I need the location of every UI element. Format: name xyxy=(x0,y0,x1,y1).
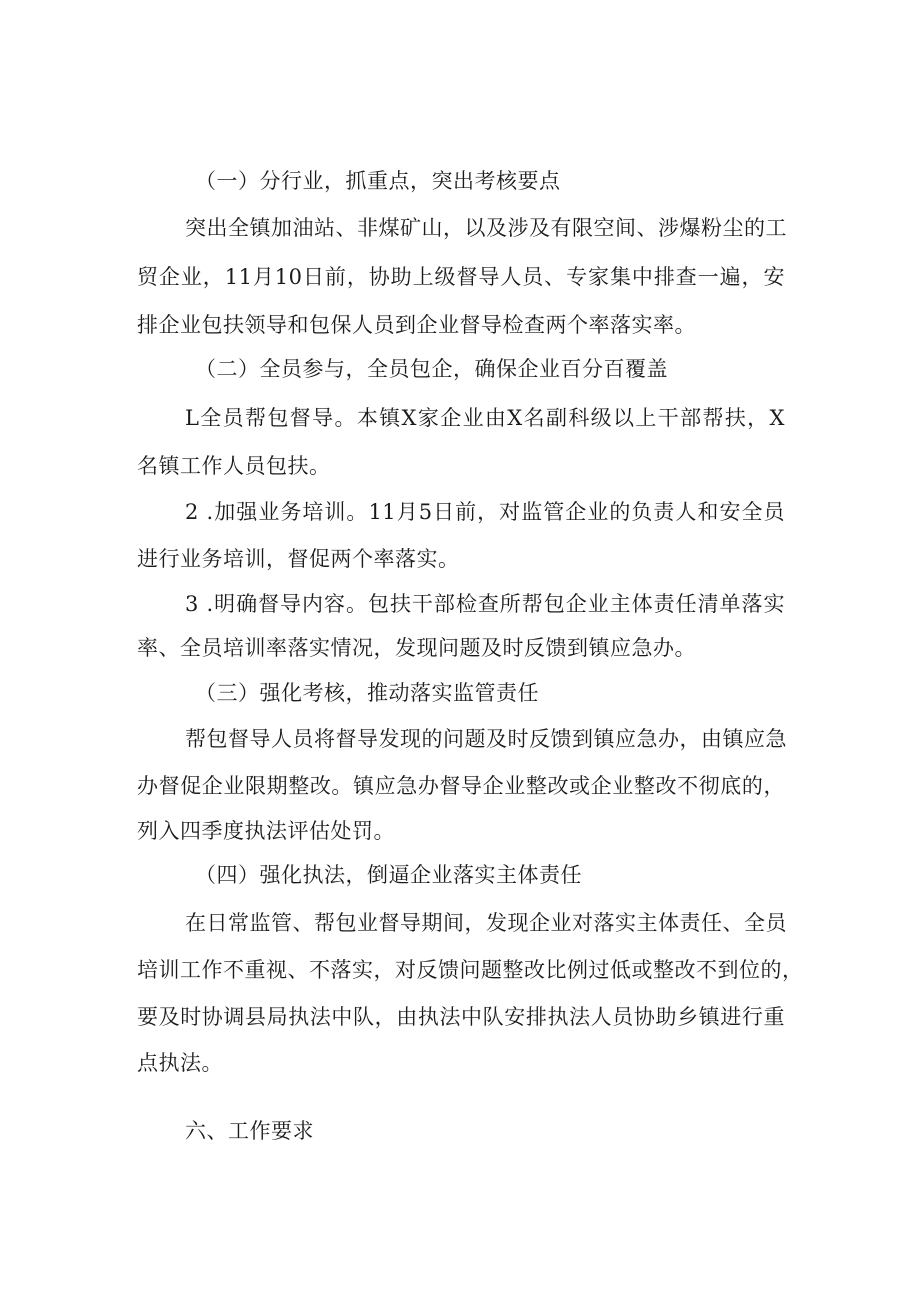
paragraph-1-line-1: 突出全镇加油站、非煤矿山，以及涉及有限空间、涉爆粉尘的工 xyxy=(185,216,787,240)
paragraph-1-line-2: 贸企业，11月10日前，协助上级督导人员、专家集中排查一遍，安 xyxy=(137,265,785,289)
paragraph-2-line-2: 名镇工作人员包扶。 xyxy=(137,454,331,478)
paragraph-5-line-2: 办督促企业限期整改。镇应急办督导企业整改或企业整改不彻底的， xyxy=(137,774,785,798)
paragraph-3-line-1: 2 .加强业务培训。11月5日前，对监管企业的负责人和安全员 xyxy=(185,500,785,524)
heading-one: （一）分行业，抓重点，突出考核要点 xyxy=(195,169,561,193)
paragraph-2-line-1: L全员帮包督导。本镇X家企业由X名副科级以上干部帮扶，X xyxy=(185,406,785,430)
heading-two: （二）全员参与，全员包企，确保企业百分百覆盖 xyxy=(195,357,668,381)
paragraph-5-line-1: 帮包督导人员将督导发现的问题及时反馈到镇应急办，由镇应急 xyxy=(185,727,787,751)
paragraph-1-line-3: 排企业包扶领导和包保人员到企业督导检查两个率落实率。 xyxy=(137,313,696,337)
paragraph-6-line-1: 在日常监管、帮包业督导期间，发现企业对落实主体责任、全员 xyxy=(185,911,787,935)
paragraph-6-line-2: 培训工作不重视、不落实，对反馈问题整改比例过低或整改不到位的， xyxy=(137,958,804,982)
paragraph-6-line-3: 要及时协调县局执法中队，由执法中队安排执法人员协助乡镇进行重 xyxy=(137,1005,785,1029)
heading-three: （三）强化考核，推动落实监管责任 xyxy=(195,681,539,705)
paragraph-4-line-1: 3 .明确督导内容。包扶干部检查所帮包企业主体责任清单落实 xyxy=(185,592,785,616)
paragraph-6-line-4: 点执法。 xyxy=(137,1051,223,1075)
section-six-heading: 六、工作要求 xyxy=(185,1119,314,1143)
paragraph-5-line-3: 列入四季度执法评估处罚。 xyxy=(137,819,395,843)
paragraph-3-line-2: 进行业务培训，督促两个率落实。 xyxy=(137,547,460,571)
heading-four: （四）强化执法，倒逼企业落实主体责任 xyxy=(195,863,582,887)
paragraph-4-line-2: 率、全员培训率落实情况，发现问题及时反馈到镇应急办。 xyxy=(137,636,696,660)
